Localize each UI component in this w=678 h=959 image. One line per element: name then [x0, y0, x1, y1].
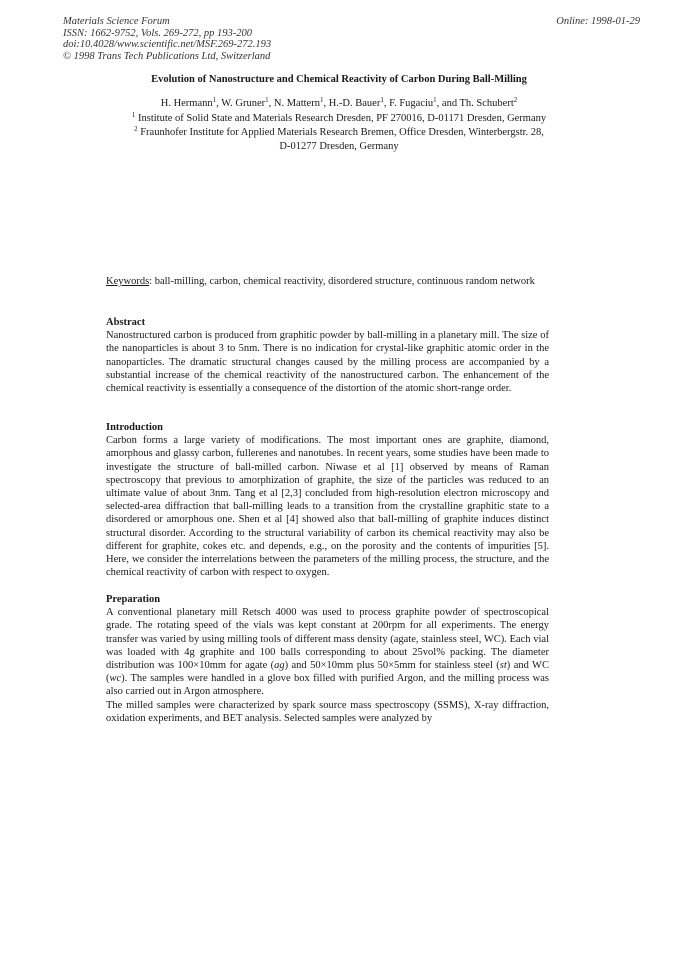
preparation-heading: Preparation: [106, 594, 161, 605]
introduction-text: Carbon forms a large variety of modifications. The most important ones are graphite, diamond, amorphous and glassy carbon, fullerenes and nanotubes. In recent years, some studies have been made to investigate the structure of ball-milled carbon. Niwase et al [1] observed by means of Raman spectroscopy that previous to amorphization of graphite, the size of the particles was reduced to an ultimate value of about 3nm. Tang et al [2,3] concluded from high-resolution electron microscopy and selected-area diffraction that ball-milling leads to a transition from the crystalline graphitic state to a disordered or amorphous one. Shen et al [4] showed also that ball-milling of graphite induces distinct structural disorder. According to the structural variability of carbon its chemical reactivity may also be different for graphite, cokes etc. and depends, e.g., on the porosity and the contents of impurities [5]. Here, we consider the interrelations between the parameters of the milling process, the structure, and the chemical reactivity of carbon with respect to oxygen.: [106, 435, 549, 579]
author-list: H. Hermann$^1$, W. Gruner$^1$, N. Mattern$^1$, H.-D. Bauer$^1$, F. Fugaciu$^1$, and Th. Schubert$^2$: [160, 96, 518, 109]
doi-line[interactable]: doi:10.4028/www.scientific.net/MSF.269-272.193: [63, 39, 272, 50]
copyright-line: © 1998 Trans Tech Publications Ltd, Switzerland: [63, 50, 271, 62]
preparation-text-1: A conventional planetary mill Retsch 4000 was used to process graphite powder of spectroscopical grade. The rotating speed of the vials was kept constant at 200rpm for all experiments. The energy transfer was varied by using milling tools of different mass density (agate, stainless steel, WC). Each vial was loaded with 4g graphite and 100 balls corresponding to about 25vol% packing. The diameter distribution was 100×10mm for agate (ag) and 50×10mm plus 50×5mm for stainless steel (st) and WC (wc). The samples were handled in a glove box filled with purified Argon, and the milling process was also carried out in Argon atmosphere.: [106, 607, 549, 698]
author: H. Hermann: [160, 98, 213, 109]
author: W. Gruner: [221, 98, 266, 109]
publication-metadata: [63, 16, 271, 62]
author: F. Fugaciu: [389, 98, 434, 109]
keywords-text: ball-milling, carbon, chemical reactivity, disordered structure, continuous random network: [154, 276, 535, 287]
preparation-text-2: The milled samples were characterized by spark source mass spectroscopy (SSMS), X-ray diffraction, oxidation experiments, and BET analysis. Selected samples were analyzed by: [106, 699, 549, 724]
abstract-text: Nanostructured carbon is produced from graphitic powder by ball-milling in a planetary mill. The size of the nanoparticles is about 3 to 5nm. There is no indication for crystal-like graphitic atomic order in the nanoparticles. The dramatic structural changes caused by the milling process are accompanied by a substantial increase of the chemical reactivity of the nanostructured carbon. The enhancement of the chemical reactivity is essentially a consequence of the distortion of the atomic short-range order.: [106, 330, 549, 395]
keywords: Keywords: ball-milling, carbon, chemical reactivity, disordered structure, continuous random network: [106, 276, 535, 287]
author: H.-D. Bauer: [328, 98, 381, 109]
abstract-heading: Abstract: [106, 317, 146, 328]
affiliation-2: $^2$ Fraunhofer Institute for Applied Materials Research Bremen, Office Dresden, Winterbergstr. 28,: [134, 125, 544, 138]
online-date: Online: 1998-01-29: [556, 16, 640, 27]
abstract-section: [106, 316, 549, 395]
preparation-section: [106, 593, 549, 725]
introduction-heading: Introduction: [106, 422, 163, 433]
affiliation-1: $^1$ Institute of Solid State and Materials Research Dresden, PF 270016, D-01171 Dresden, Germany: [131, 111, 547, 124]
author: N. Mattern: [273, 98, 320, 109]
affiliation-2-cont: D-01277 Dresden, Germany: [279, 141, 399, 152]
introduction-section: [106, 421, 549, 579]
author: and Th. Schubert: [441, 98, 514, 109]
issn-line: ISSN: 1662-9752, Vols. 269-272, pp 193-200: [63, 27, 252, 39]
journal-name: Materials Science Forum: [63, 16, 170, 27]
paper-title: Evolution of Nanostructure and Chemical Reactivity of Carbon During Ball-Milling: [151, 74, 527, 85]
keywords-label: Keywords: [106, 276, 150, 287]
